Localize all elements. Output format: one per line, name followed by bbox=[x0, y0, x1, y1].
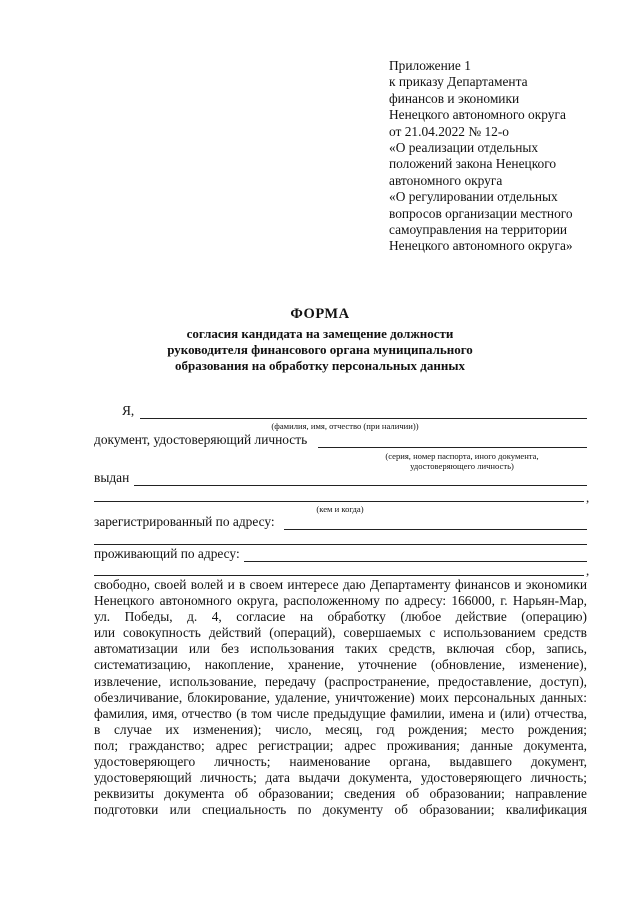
ya-label: Я, bbox=[122, 403, 135, 418]
body-line: фамилия, имя, отчество (в том числе предыдущие фамилии, имена и (или) отчества, bbox=[94, 705, 587, 721]
body-line: систематизацию, накопление, хранение, уточнение (обновление, изменение), bbox=[94, 657, 587, 673]
form-subtitle-line: согласия кандидата на замещение должности bbox=[186, 326, 454, 341]
body-line: или совокупность действий (операций), совершаемых с использованием средств bbox=[94, 625, 587, 641]
residing-comma: , bbox=[586, 563, 590, 578]
form-subtitle-line: руководителя финансового органа муниципального bbox=[167, 342, 473, 357]
form-title: ФОРМА bbox=[290, 306, 350, 322]
residing-address-line-1[interactable] bbox=[244, 561, 587, 562]
body-line: удостоверяющего личность; наименование органа, выдавшего документ, bbox=[94, 754, 587, 770]
issued-hint: (кем и когда) bbox=[316, 504, 364, 514]
document-hint-line: (серия, номер паспорта, иного документа, bbox=[385, 451, 539, 461]
document-hint bbox=[352, 451, 572, 471]
appendix-line: Приложение 1 bbox=[389, 58, 471, 73]
issued-line-1[interactable] bbox=[134, 485, 587, 486]
appendix-line: автономного округа bbox=[389, 172, 503, 188]
appendix-block bbox=[389, 58, 619, 255]
document-line[interactable] bbox=[318, 447, 587, 448]
issued-label: выдан bbox=[94, 470, 130, 485]
issued-comma: , bbox=[586, 490, 590, 505]
issued-line-2[interactable] bbox=[94, 501, 584, 502]
body-line: извлечение, использование, передачу (распространение, предоставление, доступ), bbox=[94, 673, 587, 689]
document-hint-line: удостоверяющего личность) bbox=[410, 461, 514, 471]
appendix-line: «О регулировании отдельных bbox=[389, 189, 558, 205]
appendix-line: Ненецкого автономного округа bbox=[389, 107, 566, 123]
full-name-hint: (фамилия, имя, отчество (при наличии)) bbox=[271, 421, 419, 431]
appendix-line: к приказу Департамента bbox=[389, 74, 528, 90]
document-label: документ, удостоверяющий личность bbox=[94, 432, 308, 447]
body-line: удостоверяющий личность; дата выдачи документа, удостоверяющего личность; bbox=[94, 770, 587, 786]
appendix-line: финансов и экономики bbox=[389, 90, 520, 106]
appendix-line: вопросов организации местного bbox=[389, 205, 573, 221]
appendix-line: «О реализации отдельных bbox=[389, 140, 539, 156]
body-line: свободно, своей волей и в своем интересе даю Департаменту финансов и экономики bbox=[94, 577, 587, 592]
body-line: в случае их изменения); число, месяц, год рождения; место рождения; bbox=[94, 721, 587, 737]
appendix-line: положений закона Ненецкого bbox=[389, 156, 557, 172]
consent-body-text bbox=[94, 577, 587, 818]
body-line: автоматизации или без использования таких средств, включая сбор, запись, bbox=[94, 641, 587, 657]
body-line: подготовки или специальность по документу об образовании; квалификация bbox=[94, 802, 587, 818]
full-name-line[interactable] bbox=[140, 418, 587, 419]
form-subtitle bbox=[60, 326, 580, 374]
registered-address-label: зарегистрированный по адресу: bbox=[94, 514, 275, 529]
appendix-line: Ненецкого автономного округа» bbox=[389, 238, 573, 254]
body-line: обезличивание, блокирование, удаление, уничтожение) моих персональных данных: bbox=[94, 689, 587, 705]
registered-address-line-1[interactable] bbox=[284, 529, 587, 530]
residing-address-label: проживающий по адресу: bbox=[94, 546, 240, 561]
registered-address-line-2[interactable] bbox=[94, 544, 587, 545]
body-line: реквизиты документа об образовании; сведения об образовании; направление bbox=[94, 786, 587, 802]
appendix-line: самоуправления на территории bbox=[389, 222, 568, 238]
form-subtitle-line: образования на обработку персональных данных bbox=[174, 358, 466, 373]
body-line: ул. Победы, д. 4, согласие на обработку (любое действие (операцию) bbox=[94, 609, 587, 625]
appendix-line: от 21.04.2022 № 12-о bbox=[389, 123, 509, 139]
residing-address-line-2[interactable] bbox=[94, 575, 584, 576]
body-line: пол; гражданство; адрес регистрации; адрес проживания; данные документа, bbox=[94, 737, 587, 753]
body-line: Ненецкого автономного округа, расположенному по адресу: 166000, г. Нарьян-Мар, bbox=[94, 593, 587, 609]
